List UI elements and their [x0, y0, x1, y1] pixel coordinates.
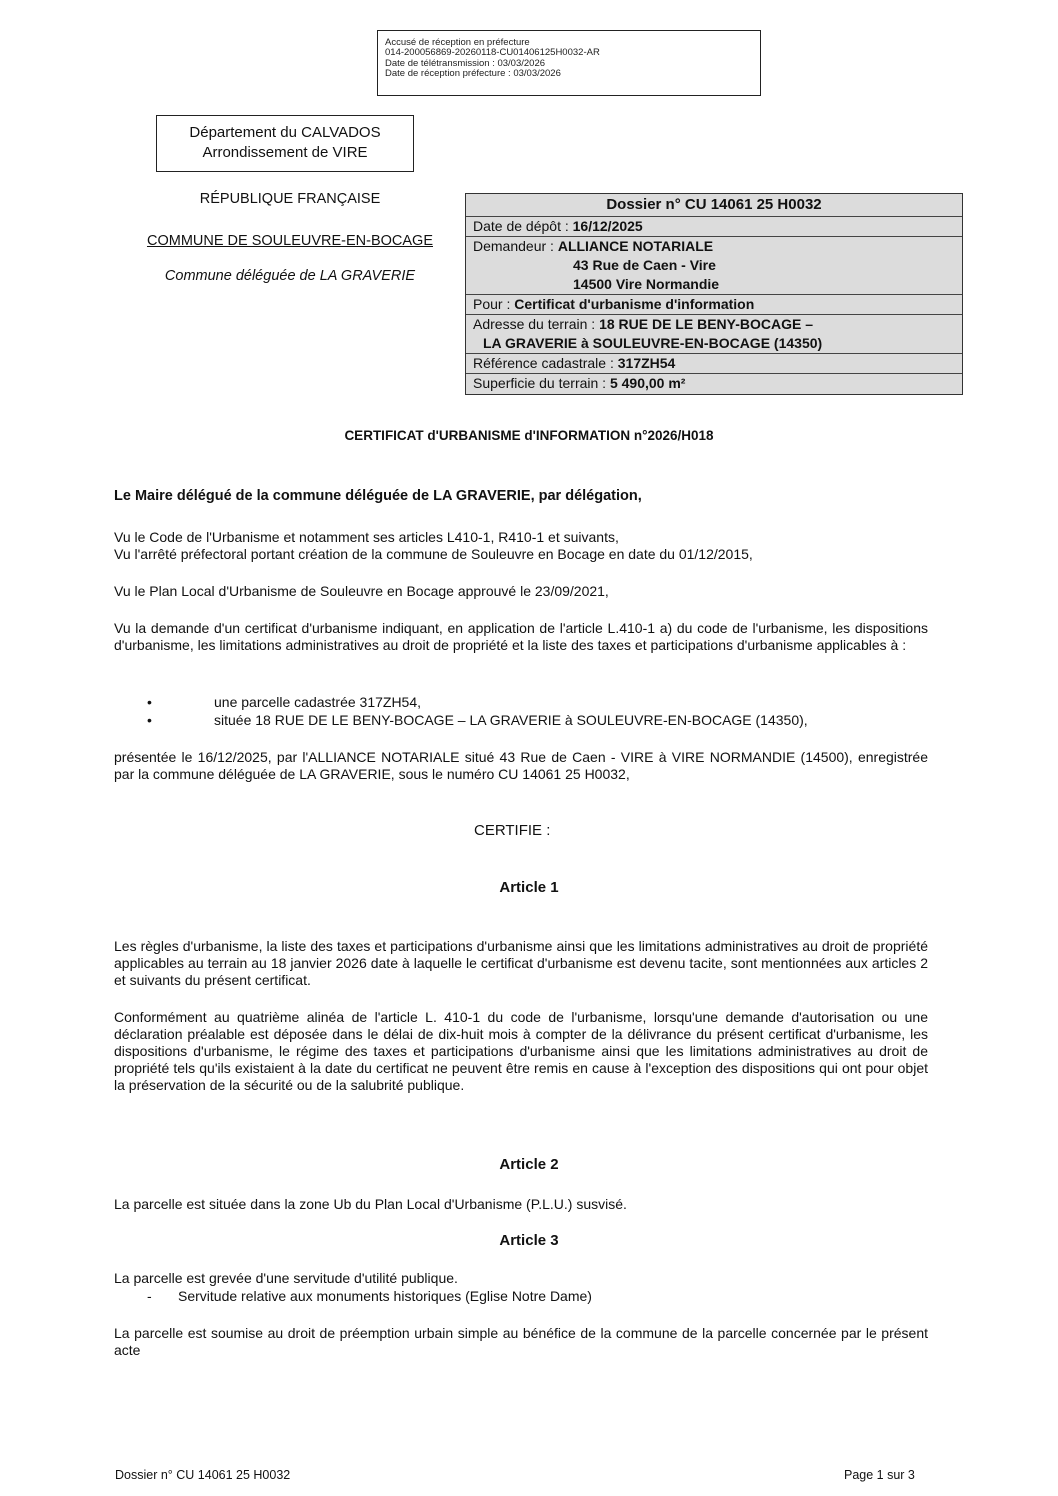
stamp-line: Accusé de réception en préfecture [385, 37, 530, 48]
arrondissement-line: Arrondissement de VIRE [202, 144, 368, 161]
bullet-marker: • [147, 712, 152, 728]
vu-demande-paragraph: Vu la demande d'un certificat d'urbanisme indiquant, en application de l'article L.410-1 a) du code de l'urbanisme, les dispositions d'urbanisme, les limitations administratives au droit de propriété et la liste des taxes et participations d'urbanisme applicables à : [114, 620, 928, 653]
article-1-title: Article 1 [499, 879, 559, 896]
vu-arrete-line: Vu l'arrêté préfectoral portant création de la commune de Souleuvre en Bocage en date du 01/12/2015, [114, 546, 753, 562]
purpose-row [466, 295, 962, 315]
deposit-row [466, 217, 962, 237]
article-2-title: Article 2 [499, 1156, 559, 1173]
certificate-title: CERTIFICAT d'URBANISME d'INFORMATION n°2026/H018 [344, 428, 714, 443]
article-3-paragraph-2: La parcelle est soumise au droit de préemption urbain simple au bénéfice de la commune de la parcelle concernée par le présent acte [114, 1325, 928, 1358]
stamp-line: Date de télétransmission : 03/03/2026 [385, 57, 546, 69]
bullet-item-parcel: une parcelle cadastrée 317ZH54, [214, 694, 422, 710]
footer-page-number: Page 1 sur 3 [844, 1468, 915, 1482]
stamp-line: 014-200056869-20260118-CU01406125H0032-AR [385, 47, 600, 59]
reception-stamp [377, 30, 761, 96]
presented-paragraph: présentée le 16/12/2025, par l'ALLIANCE NOTARIALE situé 43 Rue de Caen - VIRE à VIRE NORMANDIE (14500), enregistrée par la commune déléguée de LA GRAVERIE, sous le numéro CU 14061 25 H0032, [114, 749, 928, 782]
vu-plu-line: Vu le Plan Local d'Urbanisme de Souleuvre en Bocage approuvé le 23/09/2021, [114, 583, 609, 599]
purpose-label: Pour : [473, 296, 515, 312]
area-row [466, 374, 962, 393]
dash-marker: - [147, 1288, 152, 1304]
dossier-title: Dossier n° CU 14061 25 H0032 [466, 194, 962, 217]
department-line: Département du CALVADOS [189, 124, 381, 141]
bullet-marker: • [147, 694, 152, 710]
article-3-servitude-item: Servitude relative aux monuments historiques (Eglise Notre Dame) [178, 1288, 592, 1304]
dossier-box [465, 193, 963, 395]
republic-heading: RÉPUBLIQUE FRANÇAISE [199, 191, 381, 207]
article-3-paragraph-1: La parcelle est grevée d'une servitude d'utilité publique. [114, 1270, 458, 1286]
purpose-value: Certificat d'urbanisme d'information [514, 296, 755, 312]
area-label: Superficie du terrain : [473, 375, 610, 391]
cadastral-value: 317ZH54 [617, 355, 676, 371]
terrain-address-row [466, 315, 962, 354]
cadastral-row [466, 354, 962, 374]
applicant-address: 43 Rue de Caen - Vire [573, 257, 716, 273]
mayor-line: Le Maire délégué de la commune déléguée de LA GRAVERIE, par délégation, [114, 488, 642, 504]
area-value: 5 490,00 m² [609, 375, 686, 391]
deposit-label: Date de dépôt : [473, 218, 573, 234]
applicant-label: Demandeur : [473, 238, 558, 254]
article-2-paragraph: La parcelle est située dans la zone Ub du Plan Local d'Urbanisme (P.L.U.) susvisé. [114, 1196, 627, 1212]
applicant-row [466, 237, 962, 295]
stamp-line: Date de réception préfecture : 03/03/2026 [385, 68, 561, 80]
applicant-city: 14500 Vire Normandie [573, 276, 720, 292]
terrain-address-line2: LA GRAVERIE à SOULEUVRE-EN-BOCAGE (14350) [483, 335, 823, 351]
bullet-item-location: située 18 RUE DE LE BENY-BOCAGE – LA GRAVERIE à SOULEUVRE-EN-BOCAGE (14350), [214, 712, 808, 728]
deposit-value: 16/12/2025 [572, 218, 643, 234]
article-1-paragraph-1: Les règles d'urbanisme, la liste des taxes et participations d'urbanisme ainsi que les limitations administratives au droit de propriété applicables au terrain au 18 janvier 2026 date à laquelle le certificat d'urbanisme est devenu tacite, sont mentionnées aux articles 2 et suivants du présent certificat. [114, 938, 928, 988]
department-box [156, 115, 414, 172]
commune-heading: COMMUNE DE SOULEUVRE-EN-BOCAGE [146, 233, 433, 249]
article-3-title: Article 3 [499, 1232, 559, 1249]
terrain-address-label: Adresse du terrain : [473, 316, 600, 332]
certifie-heading: CERTIFIE : [474, 822, 551, 839]
terrain-address-line1: 18 RUE DE LE BENY-BOCAGE – [599, 316, 813, 332]
footer-dossier: Dossier n° CU 14061 25 H0032 [115, 1468, 291, 1482]
delegated-commune: Commune déléguée de LA GRAVERIE [164, 268, 416, 284]
applicant-name: ALLIANCE NOTARIALE [557, 238, 714, 254]
cadastral-label: Référence cadastrale : [473, 355, 618, 371]
vu-code-line: Vu le Code de l'Urbanisme et notamment ses articles L410-1, R410-1 et suivants, [114, 529, 619, 545]
article-1-paragraph-2: Conformément au quatrième alinéa de l'article L. 410-1 du code de l'urbanisme, lorsqu'une demande d'autorisation ou une déclaration préalable est déposée dans le délai de dix-huit mois à compter de la délivrance du présent certificat d'urbanisme, les dispositions d'urbanisme, le régime des taxes et participations d'urbanisme ainsi que les limitations administratives au droit de propriété tels qu'ils existaient à la date du certificat ne peuvent être remis en cause à l'exception des dispositions qui ont pour objet la préservation de la sécurité ou de la salubrité publique. [114, 1009, 928, 1093]
